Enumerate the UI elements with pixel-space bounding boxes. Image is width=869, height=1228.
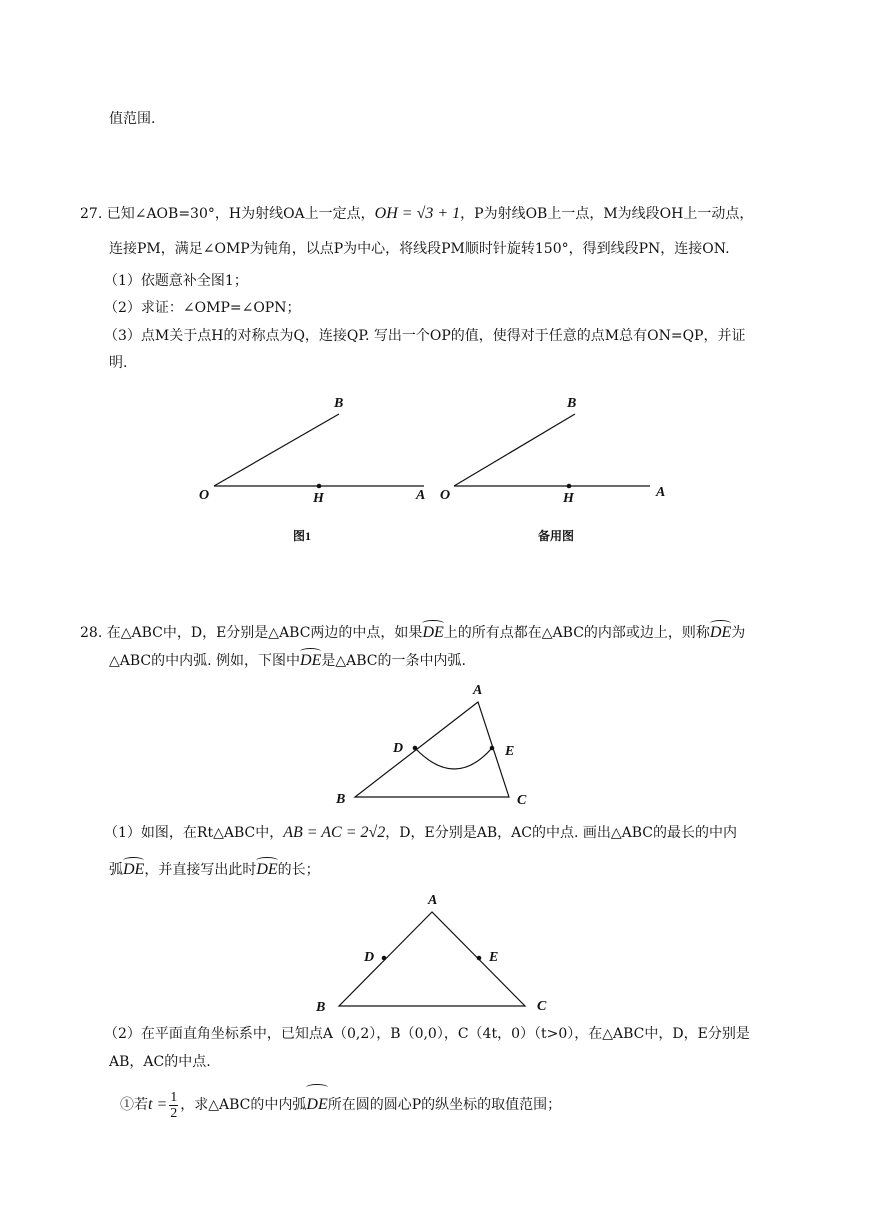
label-b-3: B	[336, 792, 346, 807]
q28-text-d: △ABC的中内弧. 例如，下图中	[109, 653, 301, 669]
label-a-1: A	[416, 488, 426, 503]
point-h-1	[317, 484, 322, 489]
q27-text-b: ，P为射线OB上一点，M为线段OH上一动点，	[460, 206, 754, 222]
q27-text-a: 已知∠AOB=30°，H为射线OA上一定点，	[106, 206, 375, 222]
arc-de-example	[415, 748, 492, 769]
label-c-3: C	[517, 793, 527, 808]
caption-figure-1: 图1	[293, 529, 312, 543]
point-d-2	[382, 956, 387, 961]
arc-de-5: DE	[256, 861, 278, 878]
q28-text-a: 在△ABC中，D，E分别是△ABC两边的中点，如果	[106, 625, 423, 641]
q28-p2c-c: 所在圆的圆心P的纵坐标的取值范围；	[327, 1097, 562, 1113]
fraction-denominator: 2	[170, 1105, 178, 1121]
point-h-2	[567, 484, 572, 489]
q28-p1-d: ，并直接写出此时	[144, 862, 257, 878]
q28-p2c-b: ，求△ABC的中内弧	[180, 1097, 307, 1113]
triangle-abc-1	[355, 702, 509, 797]
q28-part2-cont: AB，AC的中点.	[109, 1054, 211, 1070]
figure-example-triangle	[355, 702, 509, 797]
label-a-2: A	[656, 485, 666, 500]
label-b-4: B	[316, 1000, 326, 1015]
q28-p1-e: 的长；	[277, 862, 320, 878]
q28-ab-formula: AB = AC = 2√2	[283, 824, 386, 841]
label-o-1: O	[199, 488, 210, 503]
q28-p1-b: ，D，E分别是AB，AC的中点. 画出△ABC的最长的中内	[385, 825, 737, 841]
point-e-2	[477, 956, 482, 961]
caption-backup-figure: 备用图	[538, 529, 575, 543]
arc-de-6: DE	[306, 1088, 327, 1122]
label-a-4: A	[428, 893, 438, 908]
fraction-numerator: 1	[170, 1089, 178, 1105]
point-e-1	[490, 746, 495, 751]
label-a-3: A	[473, 683, 483, 698]
label-h-1: H	[313, 491, 324, 506]
figure-1	[214, 414, 424, 486]
q28-part2: （2）在平面直角坐标系中，已知点A（0,2），B（0,0），C（4t，0）（t>0），在△ABC中，D，E分别是	[104, 1026, 750, 1042]
label-h-2: H	[563, 491, 574, 506]
q28-p1-c: 弧	[109, 862, 123, 878]
q27-part2: （2）求证：∠OMP=∠OPN；	[104, 300, 301, 316]
arc-de-2: DE	[709, 624, 732, 641]
label-b-1: B	[334, 396, 344, 411]
label-o-2: O	[440, 488, 451, 503]
label-b-2: B	[567, 396, 577, 411]
arc-de-4: DE	[123, 861, 145, 878]
q27-part3-cont: 明.	[109, 355, 128, 371]
label-c-4: C	[537, 999, 547, 1014]
q28-text-e: 是△ABC的一条中内弧.	[321, 653, 466, 669]
t-variable: t =	[148, 1096, 168, 1113]
ray-ob-2	[454, 414, 575, 486]
q28-number: 28.	[80, 625, 103, 641]
q28-p2c-a: ①若	[120, 1097, 148, 1113]
label-e-4: E	[489, 950, 499, 965]
label-e-3: E	[505, 744, 515, 759]
q27-part1: （1）依题意补全图1；	[104, 273, 248, 289]
label-d-4: D	[364, 950, 375, 965]
q28-text-b: 上的所有点都在△ABC的内部或边上，则称	[443, 625, 710, 641]
q27-number: 27.	[80, 206, 103, 222]
arc-de-3: DE	[300, 652, 322, 669]
q27-part3: （3）点M关于点H的对称点为Q，连接QP. 写出一个OP的值，使得对于任意的点M总有ON=QP，并证	[104, 328, 746, 344]
point-d-1	[413, 746, 418, 751]
figure-backup	[454, 414, 650, 486]
q28-text-c: 为	[731, 625, 746, 641]
q27-line2: 连接PM，满足∠OMP为钝角，以点P为中心，将线段PM顺时针旋转150°，得到线段PN，连接ON.	[109, 241, 730, 257]
arc-de-1: DE	[422, 624, 444, 641]
top-text: 值范围.	[109, 111, 156, 127]
q28-p1-a: （1）如图，在Rt△ABC中，	[104, 825, 284, 841]
label-d-3: D	[393, 741, 404, 756]
ray-ob-1	[214, 414, 339, 486]
q27-oh-formula: OH = √3 + 1	[374, 205, 461, 222]
